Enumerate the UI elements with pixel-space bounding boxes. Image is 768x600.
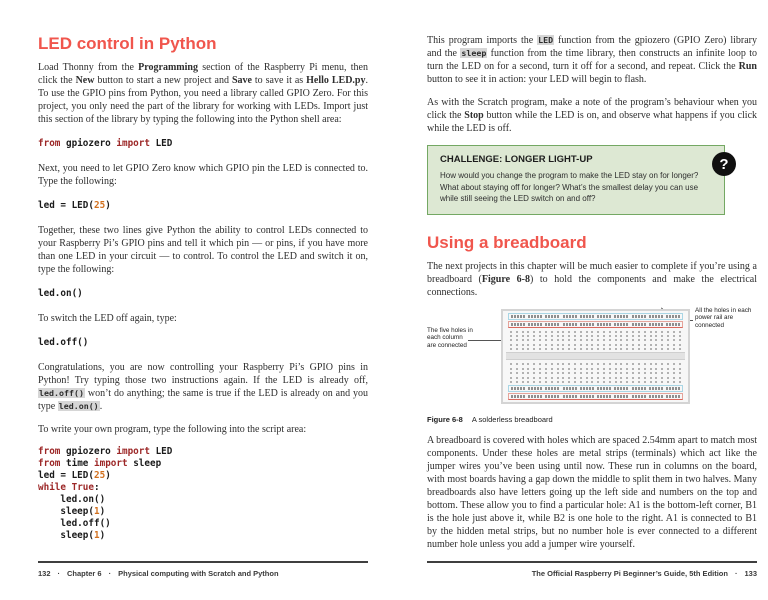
figure-caption-label: Figure 6-8: [427, 414, 463, 424]
book-title: The Official Raspberry Pi Beginner’s Guide, 5th Edition: [531, 569, 728, 578]
figure-6-8: [427, 306, 757, 409]
footer-separator: ·: [734, 569, 738, 578]
paragraph: This program imports the LED function from the gpiozero (GPIO Zero) library and the sleep function from the time library, then constructs an infinite loop to turn the LED on for a second, turn it off for a second, and repeat. Click the Run button to see it in action: your LED will begin to flash.: [427, 35, 757, 85]
left-page-footer: [38, 561, 368, 578]
breadboard-illustration: [501, 309, 690, 404]
page-number: 133: [744, 569, 757, 578]
paragraph: As with the Scratch program, make a note of the program’s behaviour when you click the Stop button while the LED is on, and observe what happens if you click while the LED is off.: [427, 97, 758, 134]
chapter-title: Physical computing with Scratch and Python: [118, 569, 279, 578]
challenge-title: CHALLENGE: LONGER LIGHT-UP: [440, 154, 593, 165]
paragraph: Next, you need to let GPIO Zero know which GPIO pin the LED is connected to. Type the following:: [38, 163, 368, 187]
footer-text: [38, 569, 368, 578]
terminal-grid-bottom: [508, 363, 683, 383]
paragraph: The next projects in this chapter will be much easier to complete if you’re using a breadboard (Figure 6-8) to hold the components and make the electrical connections.: [427, 260, 757, 298]
section-heading-led-control: LED control in Python: [38, 34, 217, 53]
paragraph: To switch the LED off again, type:: [38, 313, 177, 324]
footer-rule: [427, 561, 757, 563]
paragraph: A breadboard is covered with holes which are spaced 2.54mm apart to match most components. Under these holes are metal strips (terminals) which act like the jumper wires you’ve been using until now. These run in columns on the board, with most boards having a gap down the middle to split them in two halves. Many breadboards also have letters going up the left side and numbers on the top and bottom. These allow you to find a particular hole: A1 is the bottom-left corner, B1 is the hole just above it, while B2 is one hole to the right. A1 is connected to B1 by the hidden metal strips, but no number hole is ever connected to a different number hole unless you add a jumper wire yourself.: [427, 434, 757, 550]
right-page-footer: [427, 561, 757, 578]
annotation-power-rails: All the holes in each power rail are connected: [695, 306, 752, 329]
code-snippet-led-off: led.off(): [38, 337, 89, 348]
figure-caption-text: A solderless breadboard: [471, 414, 553, 424]
power-rail-bottom-blue: [508, 385, 683, 392]
paragraph: To write your own program, type the following into the script area:: [38, 424, 307, 435]
annotation-columns: The five holes in each column are connected: [427, 326, 473, 349]
code-snippet-import: from gpiozero import LED: [38, 138, 173, 149]
code-snippet-led25: led = LED(25): [38, 200, 111, 211]
footer-separator: ·: [108, 569, 112, 578]
challenge-body: How would you change the program to make the LED stay on for longer? What about staying off for longer? What’s the smallest delay you can use while still seeing the LED switch on and off?: [440, 171, 699, 203]
footer-text: [427, 569, 757, 578]
chapter-label: Chapter 6: [67, 569, 102, 578]
question-mark-icon: ?: [712, 152, 736, 176]
figure-caption: [427, 415, 757, 424]
challenge-box: [427, 145, 729, 215]
code-block-program: from gpiozero import LED from time import sleep led = LED(25) while True: led.on() sleep(1) led.off() sleep(1): [38, 446, 173, 541]
footer-rule: [38, 561, 368, 563]
power-rail-bottom-red: [508, 393, 683, 400]
paragraph: Congratulations, you are now controlling your Raspberry Pi’s GPIO pins in Python! Try typing those two instructions again. If the LED is already off, led.off() won’t do anything; the same is true if the LED is already on and you type led.on().: [38, 362, 368, 412]
annotation-line: [468, 340, 505, 341]
center-channel: [506, 352, 685, 360]
paragraph: Load Thonny from the Programming section of the Raspberry Pi menu, then click the New button to start a new project and Save to save it as Hello LED.py. To use the GPIO pins from Python, you need a library called GPIO Zero. For this project, you only need the part of the library for working with LEDs. Import just this section of the library by typing the following into the Python shell area:: [38, 62, 368, 125]
terminal-grid-top: [508, 331, 683, 351]
section-heading-breadboard: Using a breadboard: [427, 232, 587, 252]
paragraph: Together, these two lines give Python the ability to control LEDs connected to your Raspberry Pi’s GPIO pins and tell it which pin — or pins, if you have more than one LED in your circuit — to control. To control the LED and switch it on, type the following:: [38, 225, 368, 275]
right-page: [427, 34, 757, 561]
footer-separator: ·: [57, 569, 61, 578]
page-number: 132: [38, 569, 51, 578]
code-snippet-led-on: led.on(): [38, 288, 83, 299]
power-rail-top-blue: [508, 313, 683, 320]
left-page: [38, 34, 368, 552]
power-rail-top-red: [508, 321, 683, 328]
